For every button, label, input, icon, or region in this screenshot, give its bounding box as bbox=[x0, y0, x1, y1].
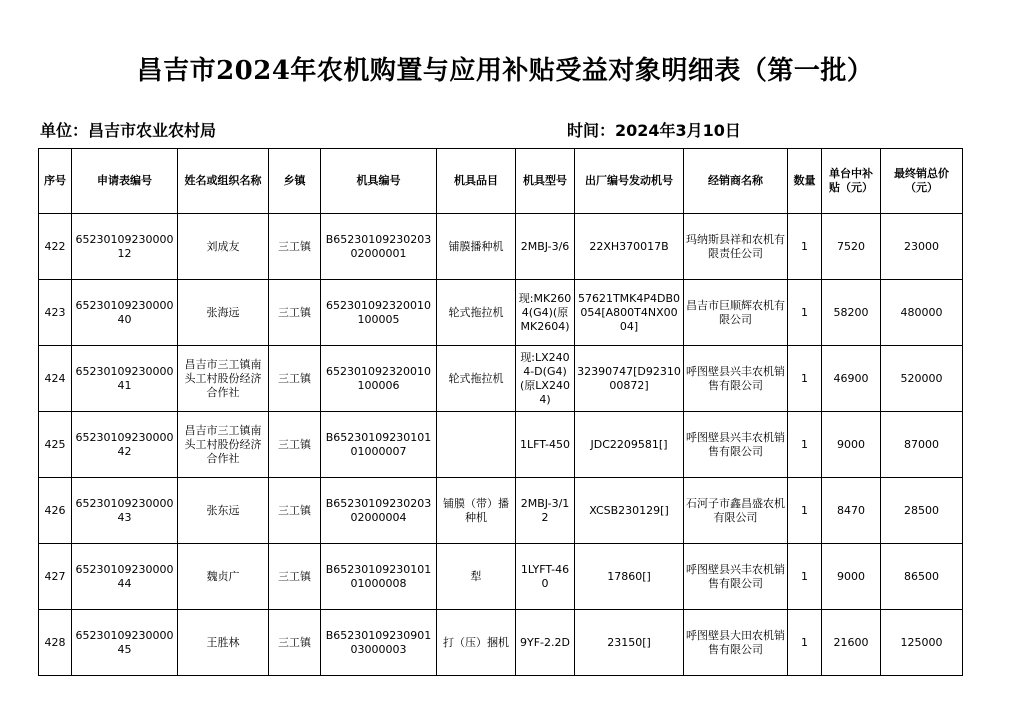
cell-machine-no-text: B6523010923020302000001 bbox=[325, 232, 432, 260]
col-header-town: 乡镇 bbox=[269, 149, 321, 214]
cell-serial-engine-no-text: 23150[] bbox=[607, 635, 651, 649]
col-header-index: 序号 bbox=[39, 149, 72, 214]
cell-serial-engine-no bbox=[575, 346, 684, 412]
cell-subsidy bbox=[822, 544, 881, 610]
cell-total-price bbox=[881, 544, 963, 610]
cell-model-text: 1LFT-450 bbox=[520, 437, 570, 451]
cell-serial-engine-no-text: 17860[] bbox=[607, 569, 651, 583]
cell-index-text: 423 bbox=[44, 305, 66, 319]
cell-index-text: 424 bbox=[44, 371, 66, 385]
cell-index-text: 425 bbox=[44, 437, 66, 451]
cell-dealer-text: 呼图壁县兴丰农机销售有限公司 bbox=[686, 562, 785, 590]
table-row bbox=[39, 412, 963, 478]
cell-machine-no-text: 652301092320010100005 bbox=[326, 298, 431, 326]
cell-serial-engine-no bbox=[575, 544, 684, 610]
cell-dealer-text: 石河子市鑫昌盛农机有限公司 bbox=[686, 496, 785, 524]
table-row bbox=[39, 478, 963, 544]
cell-application-no bbox=[72, 412, 178, 478]
cell-town bbox=[269, 346, 321, 412]
cell-machine-category bbox=[437, 478, 516, 544]
table-header-row bbox=[39, 149, 963, 214]
col-header-application-no: 申请表编号 bbox=[72, 149, 178, 214]
cell-model bbox=[516, 412, 575, 478]
cell-quantity-text: 1 bbox=[801, 239, 808, 253]
cell-quantity bbox=[788, 280, 822, 346]
cell-serial-engine-no-text: 57621TMK4P4DB0054[A800T4NX0004] bbox=[577, 291, 681, 333]
cell-total-price bbox=[881, 214, 963, 280]
cell-name bbox=[178, 544, 269, 610]
cell-serial-engine-no-text: JDC2209581[] bbox=[590, 437, 668, 451]
cell-serial-engine-no bbox=[575, 412, 684, 478]
cell-application-no bbox=[72, 478, 178, 544]
cell-application-no-text: 6523010923000044 bbox=[75, 562, 174, 590]
cell-model bbox=[516, 544, 575, 610]
cell-index-text: 427 bbox=[44, 569, 66, 583]
cell-model bbox=[516, 214, 575, 280]
cell-serial-engine-no-text: XCSB230129[] bbox=[589, 503, 669, 517]
cell-quantity-text: 1 bbox=[801, 503, 808, 517]
table-row bbox=[39, 346, 963, 412]
col-header-model: 机具型号 bbox=[516, 149, 575, 214]
cell-index bbox=[39, 346, 72, 412]
cell-model bbox=[516, 346, 575, 412]
cell-town-text: 三工镇 bbox=[278, 569, 311, 583]
col-header-machine-category: 机具品目 bbox=[437, 149, 516, 214]
cell-name bbox=[178, 412, 269, 478]
cell-town bbox=[269, 412, 321, 478]
cell-town-text: 三工镇 bbox=[278, 371, 311, 385]
cell-total-price bbox=[881, 412, 963, 478]
cell-serial-engine-no bbox=[575, 280, 684, 346]
cell-quantity bbox=[788, 610, 822, 676]
cell-machine-category-text: 轮式拖拉机 bbox=[448, 371, 504, 385]
cell-dealer-text: 呼图壁县兴丰农机销售有限公司 bbox=[686, 430, 785, 458]
cell-name-text: 刘成友 bbox=[206, 239, 240, 253]
cell-serial-engine-no-text: 32390747[D9231000872] bbox=[577, 364, 681, 392]
table-row bbox=[39, 280, 963, 346]
cell-quantity-text: 1 bbox=[801, 305, 808, 319]
cell-machine-category-text: 犁 bbox=[470, 569, 482, 583]
cell-machine-no-text: B6523010923010101000008 bbox=[325, 562, 432, 590]
cell-total-price-text: 125000 bbox=[900, 635, 943, 649]
cell-dealer bbox=[684, 280, 788, 346]
cell-subsidy-text: 46900 bbox=[833, 371, 869, 385]
cell-quantity bbox=[788, 478, 822, 544]
unit-label: 单位：昌吉市农业农村局 bbox=[40, 121, 217, 140]
cell-dealer-text: 昌吉市巨顺辉农机有限公司 bbox=[686, 298, 785, 326]
cell-machine-category bbox=[437, 346, 516, 412]
cell-name bbox=[178, 610, 269, 676]
cell-subsidy-text: 58200 bbox=[833, 305, 869, 319]
cell-quantity bbox=[788, 412, 822, 478]
cell-name-text: 魏贞广 bbox=[206, 569, 240, 583]
cell-town bbox=[269, 478, 321, 544]
cell-name-text: 王胜林 bbox=[206, 635, 240, 649]
cell-subsidy-text: 7520 bbox=[837, 239, 865, 253]
cell-quantity-text: 1 bbox=[801, 371, 808, 385]
cell-name-text: 昌吉市三工镇南头工村股份经济合作社 bbox=[184, 423, 262, 465]
date-label: 时间：2024年3月10日 bbox=[567, 121, 741, 140]
cell-machine-no-text: B6523010923090103000003 bbox=[325, 628, 432, 656]
cell-machine-no bbox=[321, 544, 437, 610]
cell-total-price-text: 87000 bbox=[904, 437, 939, 451]
cell-town bbox=[269, 280, 321, 346]
cell-dealer bbox=[684, 346, 788, 412]
cell-name bbox=[178, 478, 269, 544]
cell-dealer bbox=[684, 214, 788, 280]
cell-quantity bbox=[788, 214, 822, 280]
cell-quantity-text: 1 bbox=[801, 635, 808, 649]
cell-total-price bbox=[881, 346, 963, 412]
cell-subsidy bbox=[822, 610, 881, 676]
cell-subsidy bbox=[822, 280, 881, 346]
cell-subsidy bbox=[822, 346, 881, 412]
col-header-subsidy: 单台中补贴（元） bbox=[822, 149, 881, 214]
cell-total-price-text: 86500 bbox=[904, 569, 939, 583]
cell-total-price bbox=[881, 478, 963, 544]
cell-dealer bbox=[684, 610, 788, 676]
col-header-dealer: 经销商名称 bbox=[684, 149, 788, 214]
cell-application-no-text: 6523010923000040 bbox=[75, 298, 174, 326]
cell-machine-no bbox=[321, 412, 437, 478]
cell-index bbox=[39, 544, 72, 610]
cell-town-text: 三工镇 bbox=[278, 635, 311, 649]
page-title: 昌吉市2024年农机购置与应用补贴受益对象明细表（第一批） bbox=[136, 56, 874, 86]
cell-application-no-text: 6523010923000042 bbox=[75, 430, 174, 458]
cell-model bbox=[516, 610, 575, 676]
cell-name bbox=[178, 214, 269, 280]
cell-model-text: 现:MK2604(G4)(原MK2604) bbox=[518, 291, 572, 333]
beneficiary-table bbox=[38, 148, 963, 676]
cell-machine-no bbox=[321, 280, 437, 346]
cell-subsidy bbox=[822, 412, 881, 478]
cell-dealer bbox=[684, 478, 788, 544]
cell-dealer-text: 呼图壁县兴丰农机销售有限公司 bbox=[686, 364, 785, 392]
cell-application-no bbox=[72, 280, 178, 346]
table-row bbox=[39, 610, 963, 676]
cell-quantity-text: 1 bbox=[801, 569, 808, 583]
cell-machine-no-text: 652301092320010100006 bbox=[326, 364, 431, 392]
cell-town bbox=[269, 610, 321, 676]
cell-machine-category bbox=[437, 412, 516, 478]
cell-application-no bbox=[72, 214, 178, 280]
col-header-serial-engine-no: 出厂编号发动机号 bbox=[575, 149, 684, 214]
cell-machine-no bbox=[321, 214, 437, 280]
cell-town-text: 三工镇 bbox=[278, 239, 311, 253]
cell-machine-no bbox=[321, 346, 437, 412]
cell-subsidy-text: 21600 bbox=[833, 635, 869, 649]
cell-application-no-text: 6523010923000045 bbox=[75, 628, 174, 656]
cell-index bbox=[39, 412, 72, 478]
cell-town-text: 三工镇 bbox=[278, 437, 311, 451]
cell-total-price-text: 28500 bbox=[904, 503, 939, 517]
cell-subsidy bbox=[822, 478, 881, 544]
cell-name-text: 张东远 bbox=[206, 503, 240, 517]
cell-machine-no bbox=[321, 610, 437, 676]
cell-index-text: 422 bbox=[44, 239, 66, 253]
cell-machine-category bbox=[437, 544, 516, 610]
cell-model bbox=[516, 478, 575, 544]
cell-application-no bbox=[72, 544, 178, 610]
col-header-total-price: 最终销总价（元） bbox=[881, 149, 963, 214]
cell-total-price bbox=[881, 280, 963, 346]
cell-subsidy bbox=[822, 214, 881, 280]
col-header-quantity: 数量 bbox=[788, 149, 822, 214]
cell-machine-category-text: 打（压）捆机 bbox=[443, 635, 509, 649]
cell-subsidy-text: 9000 bbox=[837, 569, 865, 583]
cell-machine-no-text: B6523010923020302000004 bbox=[325, 496, 432, 524]
cell-dealer bbox=[684, 544, 788, 610]
col-header-name: 姓名或组织名称 bbox=[178, 149, 269, 214]
cell-total-price bbox=[881, 610, 963, 676]
cell-serial-engine-no-text: 22XH370017B bbox=[589, 239, 669, 253]
cell-quantity bbox=[788, 544, 822, 610]
cell-total-price-text: 23000 bbox=[904, 239, 939, 253]
cell-town bbox=[269, 214, 321, 280]
cell-application-no bbox=[72, 346, 178, 412]
cell-dealer-text: 呼图壁县大田农机销售有限公司 bbox=[686, 628, 785, 656]
cell-machine-category bbox=[437, 610, 516, 676]
cell-model bbox=[516, 280, 575, 346]
cell-total-price-text: 480000 bbox=[900, 305, 943, 319]
cell-model-text: 1LYFT-460 bbox=[520, 562, 570, 590]
cell-application-no bbox=[72, 610, 178, 676]
cell-name-text: 张海远 bbox=[206, 305, 240, 319]
cell-subsidy-text: 9000 bbox=[837, 437, 865, 451]
cell-name bbox=[178, 280, 269, 346]
cell-town-text: 三工镇 bbox=[278, 305, 311, 319]
cell-index bbox=[39, 214, 72, 280]
cell-application-no-text: 6523010923000012 bbox=[75, 232, 174, 260]
table-row bbox=[39, 544, 963, 610]
cell-quantity-text: 1 bbox=[801, 437, 808, 451]
cell-dealer-text: 玛纳斯县祥和农机有限责任公司 bbox=[686, 232, 785, 260]
cell-machine-category bbox=[437, 280, 516, 346]
cell-serial-engine-no bbox=[575, 610, 684, 676]
cell-total-price-text: 520000 bbox=[900, 371, 943, 385]
table-row bbox=[39, 214, 963, 280]
cell-index-text: 428 bbox=[44, 635, 66, 649]
cell-index bbox=[39, 478, 72, 544]
cell-application-no-text: 6523010923000041 bbox=[75, 364, 174, 392]
cell-machine-category bbox=[437, 214, 516, 280]
cell-application-no-text: 6523010923000043 bbox=[75, 496, 174, 524]
cell-model-text: 现:LX2404-D(G4)(原LX2404) bbox=[520, 350, 570, 406]
cell-name-text: 昌吉市三工镇南头工村股份经济合作社 bbox=[184, 357, 262, 399]
cell-serial-engine-no bbox=[575, 478, 684, 544]
cell-machine-category-text: 铺膜（带）播种机 bbox=[443, 496, 509, 524]
cell-model-text: 2MBJ-3/6 bbox=[520, 239, 570, 253]
cell-name bbox=[178, 346, 269, 412]
cell-machine-category-text: 铺膜播种机 bbox=[448, 239, 504, 253]
cell-model-text: 9YF-2.2D bbox=[520, 635, 570, 649]
cell-dealer bbox=[684, 412, 788, 478]
cell-machine-no-text: B6523010923010101000007 bbox=[325, 430, 432, 458]
cell-town-text: 三工镇 bbox=[278, 503, 311, 517]
cell-index-text: 426 bbox=[44, 503, 66, 517]
cell-machine-no bbox=[321, 478, 437, 544]
cell-machine-category-text: 轮式拖拉机 bbox=[448, 305, 504, 319]
cell-serial-engine-no bbox=[575, 214, 684, 280]
cell-quantity bbox=[788, 346, 822, 412]
col-header-machine-no: 机具编号 bbox=[321, 149, 437, 214]
cell-town bbox=[269, 544, 321, 610]
cell-subsidy-text: 8470 bbox=[837, 503, 865, 517]
cell-index bbox=[39, 610, 72, 676]
cell-index bbox=[39, 280, 72, 346]
cell-model-text: 2MBJ-3/12 bbox=[520, 496, 570, 524]
